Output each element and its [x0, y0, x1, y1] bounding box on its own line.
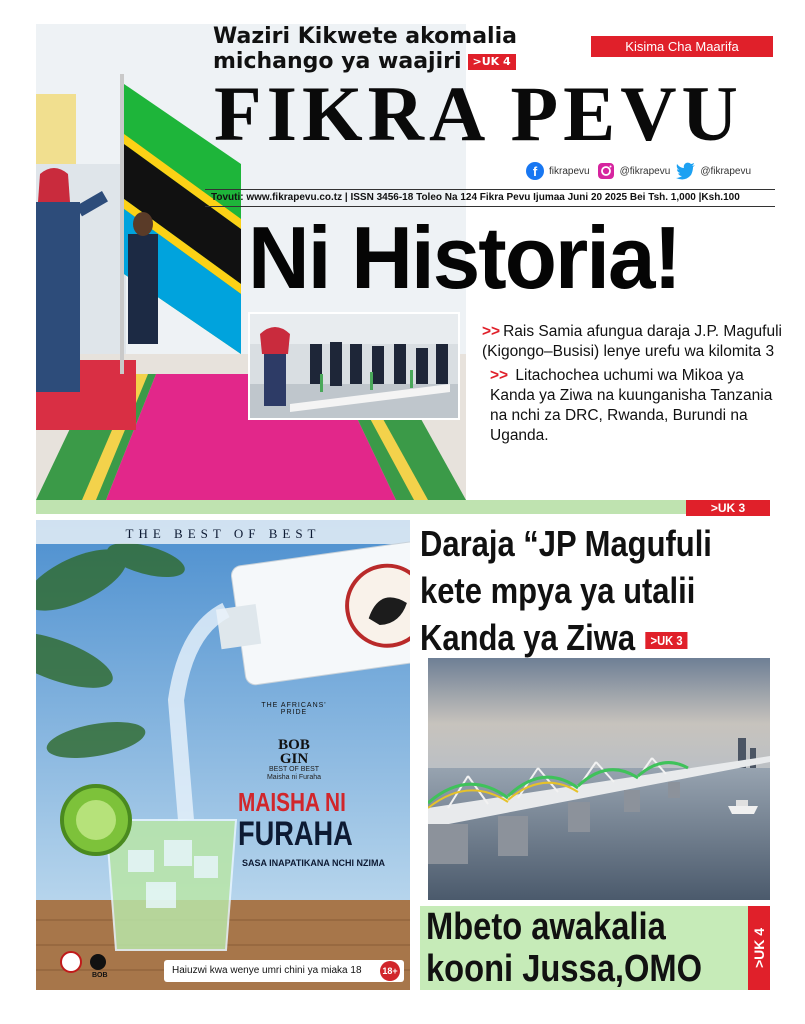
facebook-icon [525, 161, 545, 181]
second-story-page-ref[interactable]: >UK 3 [645, 632, 687, 649]
instagram-handle: @fikrapevu [619, 165, 671, 177]
third-story-page-ref[interactable]: >UK 4 [748, 906, 770, 990]
top-headline-line2: michango ya waajiri >UK 4 [213, 49, 583, 74]
third-story-headline[interactable]: Mbeto awakalia kooni Jussa,OMO [426, 906, 703, 990]
tagline: Kisima Cha Maarifa [591, 36, 773, 57]
masthead-title: FIKRA PEVU [214, 70, 743, 157]
lead-bullet-text: Rais Samia afungua daraja J.P. Magufuli (Kigongo–Busisi) lenye urefu wa kilomita 3 [482, 323, 782, 360]
twitter-handle: @fikrapevu [700, 165, 752, 177]
social-links [525, 158, 775, 184]
lead-story-page-ref[interactable]: >UK 3 [686, 500, 770, 516]
top-headline[interactable] [213, 24, 583, 74]
second-story-headline[interactable]: Daraja “JP Magufuli kete mpya ya utalii Kanda ya Ziwa >UK 3 [420, 523, 712, 658]
green-divider [36, 500, 770, 514]
bob-gin-advertisement[interactable] [36, 520, 410, 990]
lead-bullet [482, 366, 782, 446]
bridge-photo [428, 658, 770, 900]
social-twitter[interactable] [676, 161, 751, 181]
bullet-arrow-icon: >> [490, 367, 509, 384]
facebook-handle: fikrapevu [549, 165, 590, 177]
bullet-arrow-icon: >> [482, 323, 501, 340]
lead-headline[interactable]: Ni Historia! [248, 208, 681, 307]
ad-small-logo: BOB [92, 972, 108, 979]
instagram-icon [596, 161, 616, 181]
top-headline-ref[interactable]: >UK 4 [468, 54, 516, 70]
ad-brand-sub: BEST OF BEST Maisha ni Furaha [266, 766, 322, 781]
ad-age-warning: Haiuzwi kwa wenye umri chini ya miaka 18 18+ [164, 960, 404, 982]
lead-bullet [482, 322, 782, 362]
ad-illustration [36, 520, 410, 990]
ad-slogan-line2: FURAHA [238, 815, 353, 853]
ad-top-text: THE BEST OF BEST [125, 526, 321, 541]
social-facebook[interactable] [525, 161, 590, 181]
inset-photo-bridge-opening [248, 312, 460, 420]
ad-brand-name: BOB GIN [278, 737, 310, 767]
ad-slogan-line1: MAISHA NI [238, 787, 346, 817]
twitter-icon [676, 161, 696, 181]
top-headline-line1: Waziri Kikwete akomalia [213, 24, 517, 49]
ad-brand-pride: THE AFRICANS' PRIDE [261, 702, 327, 716]
lead-bullets [482, 322, 782, 450]
social-instagram[interactable] [596, 161, 671, 181]
ad-availability: SASA INAPATIKANA NCHI NZIMA [242, 858, 385, 868]
lead-bullet-text: Litachochea uchumi wa Mikoa ya Kanda ya Ziwa na kuunganisha Tanzania na nchi za DRC, Rwanda, Burundi na Uganda. [490, 367, 773, 444]
issue-info-bar: Tovuti: www.fikrapevu.co.tz | ISSN 3456-18 Toleo Na 124 Fikra Pevu Ijumaa Juni 20 2025 Bei Tsh. 1,000 |Ksh.100 [205, 189, 775, 207]
svg-text:f: f [532, 164, 538, 179]
age-badge: 18+ [380, 961, 400, 981]
